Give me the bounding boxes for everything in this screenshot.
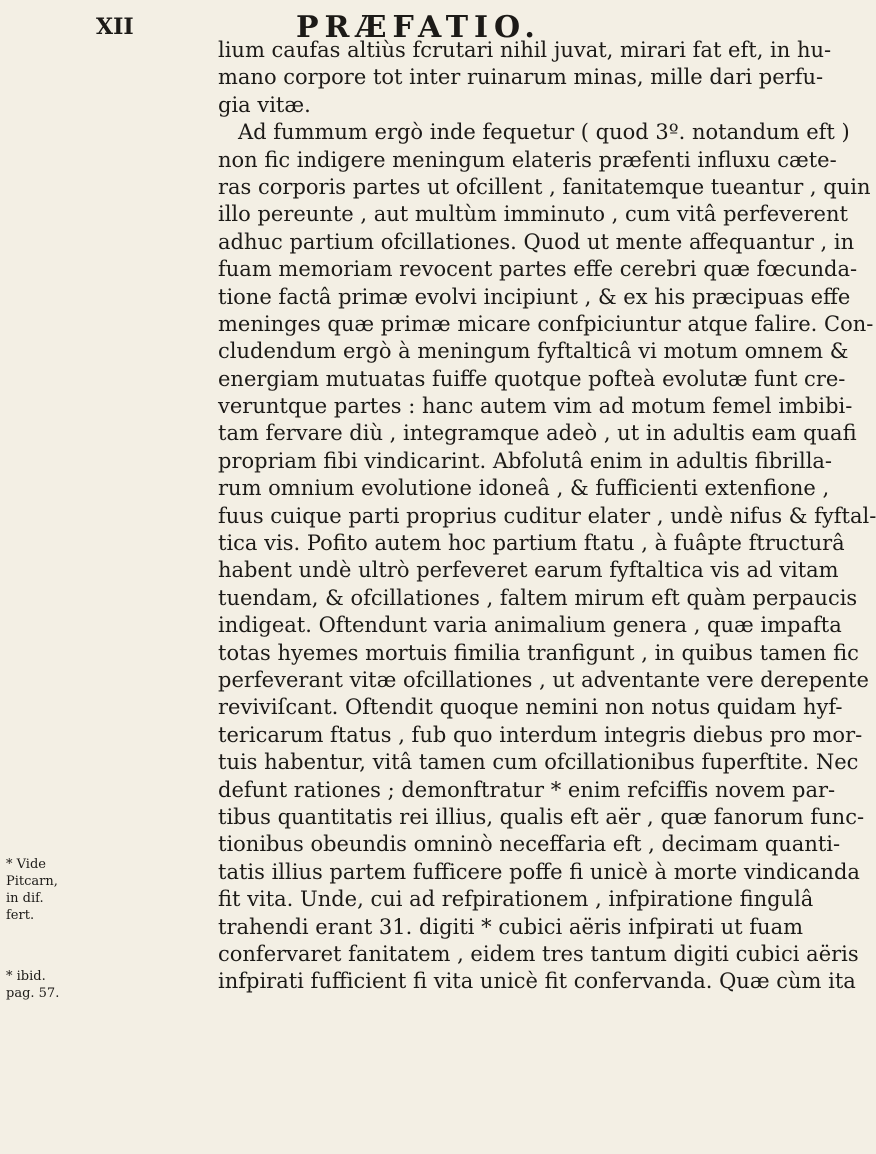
text-line: habent undè ultrò perfeveret earum fyftaltica vis ad vitam xyxy=(218,558,839,583)
margin-note-line: Pitcarn, xyxy=(6,874,58,889)
text-line: energiam mutuatas fuiffe quotque pofteà evolutæ funt cre- xyxy=(218,366,846,391)
text-line: defunt rationes ; demonftratur * enim refciffis novem par- xyxy=(218,777,836,802)
text-line: non fic indigere meningum elateris præfenti influxu cæte- xyxy=(218,147,837,172)
running-title: PRÆFATIO. xyxy=(296,10,541,45)
margin-note-line: in dif. xyxy=(6,891,44,906)
text-line: rum omnium evolutione idoneâ , & fufficienti extenfione , xyxy=(218,476,830,501)
text-line: perfeverant vitæ ofcillationes , ut adventante vere derepente xyxy=(218,667,869,692)
text-line: tam fervare diù , integramque adeò , ut in adultis eam quafi xyxy=(218,421,857,446)
text-line: adhuc partium ofcillationes. Quod ut mente affequantur , in xyxy=(218,229,855,254)
text-line: confervaret fanitatem , eidem tres tantum digiti cubici aëris xyxy=(218,941,859,966)
text-line: ras corporis partes ut ofcillent , fanitatemque tueantur , quin xyxy=(218,174,871,199)
text-line: veruntque partes : hanc autem vim ad motum femel imbibi- xyxy=(218,394,853,419)
text-line: tuis habentur, vitâ tamen cum ofcillationibus fuperftite. Nec xyxy=(218,750,859,775)
text-line: gia vitæ. xyxy=(218,92,311,117)
text-line: tatis illius partem fufficere poffe fi unicè à morte vindicanda xyxy=(218,859,860,884)
text-line: meninges quæ primæ micare confpiciuntur atque falire. Con- xyxy=(218,311,874,336)
text-line: lium caufas altiùs fcrutari nihil juvat, mirari fat eft, in hu- xyxy=(218,38,832,62)
text-line: illo pereunte , aut multùm imminuto , cum vitâ perfeverent xyxy=(218,202,848,227)
margin-note-line: * Vide xyxy=(6,857,46,872)
margin-note xyxy=(6,856,98,924)
text-line: trahendi erant 31. digiti * cubici aëris infpirati ut fuam xyxy=(218,914,804,939)
page-number: XII xyxy=(96,14,134,40)
text-line: tica vis. Pofito autem hoc partium ftatu , à fuâpte ftructurâ xyxy=(218,531,845,556)
text-line: fit vita. Unde, cui ad refpirationem , infpiratione fingulâ xyxy=(218,887,814,912)
text-line: fuus cuique parti proprius cuditur elater , undè nifus & fyftal- xyxy=(218,503,876,528)
body-text xyxy=(218,37,876,996)
text-line: propriam fibi vindicarint. Abfolutâ enim in adultis fibrilla- xyxy=(218,448,833,473)
text-line: Ad fummum ergò inde fequetur ( quod 3º. notandum eft ) xyxy=(238,120,850,145)
text-line: tericarum ftatus , fub quo interdum integris diebus pro mor- xyxy=(218,722,863,747)
text-line: totas hyemes mortuis fimilia tranfigunt , in quibus tamen fic xyxy=(218,640,859,665)
text-line: reviviſcant. Oftendit quoque nemini non notus quidam hyf- xyxy=(218,695,843,720)
text-line: tionibus obeundis omninò neceffaria eft , decimam quanti- xyxy=(218,832,841,857)
text-line: tibus quantitatis rei illius, qualis eft aër , quæ fanorum func- xyxy=(218,804,865,829)
text-line: fuam memoriam revocent partes effe cerebri quæ fœcunda- xyxy=(218,257,858,282)
text-line: infpirati fufficient fi vita unicè fit confervanda. Quæ cùm ita xyxy=(218,969,856,994)
margin-note-line: * ibid. xyxy=(6,969,46,984)
margin-note-line: pag. 57. xyxy=(6,986,60,1001)
text-line: mano corpore tot inter ruinarum minas, mille dari perfu- xyxy=(218,65,824,90)
margin-note-line: fert. xyxy=(6,908,35,923)
text-line: tuendam, & ofcillationes , faltem mirum eft quàm perpaucis xyxy=(218,585,858,610)
text-line: cludendum ergò à meningum fyftalticâ vi motum omnem & xyxy=(218,339,849,364)
margin-note xyxy=(6,968,98,1002)
text-line: tione factâ primæ evolvi incipiunt , & ex his præcipuas effe xyxy=(218,284,851,309)
text-line: indigeat. Oftendunt varia animalium genera , quæ impafta xyxy=(218,613,842,638)
